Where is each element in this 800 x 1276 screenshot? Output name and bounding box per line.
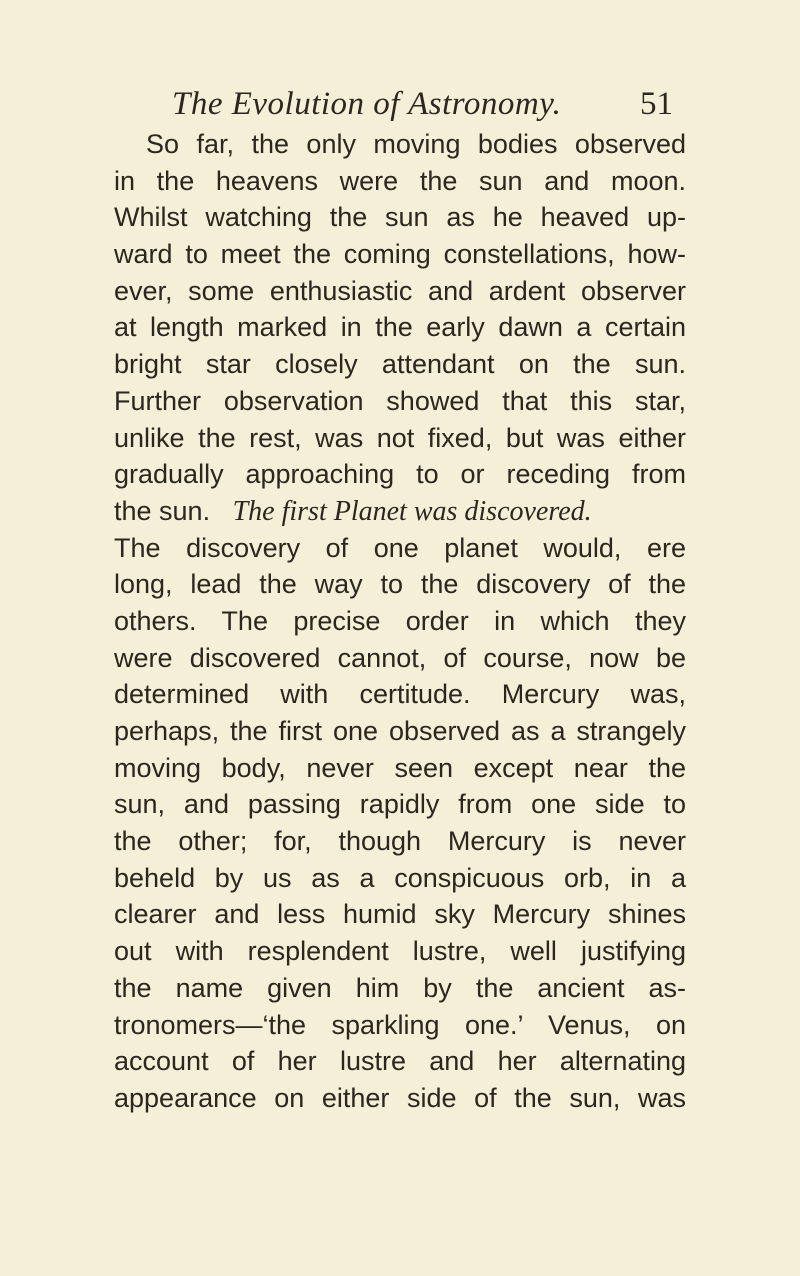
- text-line: Further observation showed that this star,: [114, 385, 686, 416]
- text-line: the other; for, though Mercury is never: [114, 826, 686, 857]
- text-line: tronomers—‘the sparkling one.’ Venus, on: [114, 1009, 686, 1040]
- text-line: gradually approaching to or receding from: [114, 459, 686, 490]
- text-line: determined with certitude. Mercury was,: [114, 679, 686, 710]
- text-line: moving body, never seen except near the: [114, 752, 686, 783]
- text-line: account of her lustre and her alternating: [114, 1046, 686, 1077]
- text-line: bright star closely attendant on the sun.: [114, 349, 686, 380]
- text-line: at length marked in the early dawn a certain: [114, 312, 686, 343]
- text-line: long, lead the way to the discovery of the: [114, 569, 686, 600]
- text-line: The discovery of one planet would, ere: [114, 532, 686, 563]
- text-line: were discovered cannot, of course, now be: [114, 642, 686, 673]
- text-line: perhaps, the first one observed as a strangely: [114, 716, 686, 746]
- text-line: ever, some enthusiastic and ardent observer: [114, 275, 686, 306]
- text-line: Whilst watching the sun as he heaved up-: [114, 202, 686, 233]
- body-paragraph: [114, 126, 686, 1117]
- text-line: in the heavens were the sun and moon.: [114, 165, 686, 196]
- text-line: sun, and passing rapidly from one side to: [114, 789, 686, 820]
- text-line: appearance on either side of the sun, was: [114, 1082, 686, 1113]
- text-line: the name given him by the ancient as-: [114, 972, 686, 1003]
- text-line: clearer and less humid sky Mercury shines: [114, 899, 686, 930]
- running-title: The Evolution of Astronomy.: [172, 86, 562, 122]
- text-line: beheld by us as a conspicuous orb, in a: [114, 862, 686, 893]
- text-line: ward to meet the coming constellations, how-: [114, 239, 686, 270]
- italic-phrase: The first Planet was discovered.: [232, 495, 592, 527]
- text-line: others. The precise order in which they: [114, 605, 686, 636]
- text-line: out with resplendent lustre, well justifying: [114, 936, 686, 967]
- text-fragment: the sun.: [114, 495, 211, 526]
- text-line: So far, the only moving bodies observed: [146, 129, 686, 159]
- text-line-with-italic: [114, 493, 686, 530]
- page-number: 51: [640, 86, 673, 122]
- text-line: unlike the rest, was not fixed, but was either: [114, 422, 686, 453]
